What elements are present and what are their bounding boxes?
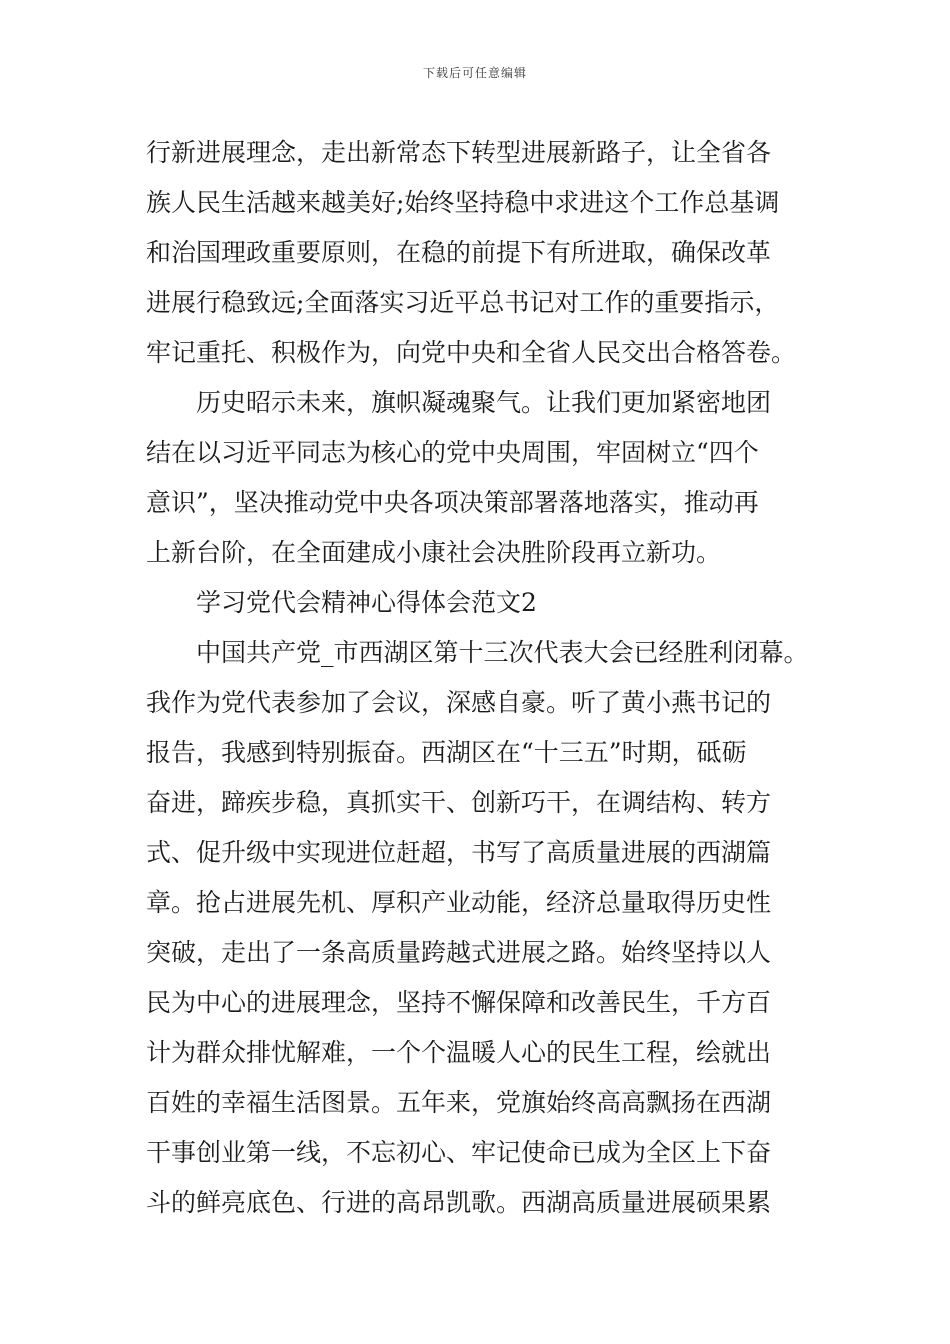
text-line: 突破，走出了一条高质量跨越式进展之路。始终坚持以人: [146, 938, 772, 967]
text-line: 上新台阶，在全面建成小康社会决胜阶段再立新功。: [146, 538, 722, 567]
text-line: 意识”，坚决推动党中央各项决策部署落地落实，推动再: [146, 488, 759, 517]
text-line: 斗的鲜亮底色、行进的高昂凯歌。西湖高质量进展硕果累: [146, 1188, 772, 1217]
text-line: 奋进，蹄疾步稳，真抓实干、创新巧干，在调结构、转方: [146, 788, 772, 817]
text-line: 历史昭示未来，旗帜凝魂聚气。让我们更加紧密地团: [196, 388, 772, 417]
text-line: 结在以习近平同志为核心的党中央周围，牢固树立“四个: [146, 438, 759, 467]
text-line: 计为群众排忧解难，一个个温暖人心的民生工程，绘就出: [146, 1038, 772, 1067]
text-line: 百姓的幸福生活图景。五年来，党旗始终高高飘扬在西湖: [146, 1088, 772, 1117]
text-line: 和治国理政重要原则，在稳的前提下有所进取，确保改革: [146, 238, 772, 267]
text-line: 章。抢占进展先机、厚积产业动能，经济总量取得历史性: [146, 888, 772, 917]
text-line: 报告，我感到特别振奋。西湖区在“十三五”时期，砥砺: [146, 738, 747, 767]
section-heading: 学习党代会精神心得体会范文2: [196, 588, 537, 617]
document-body: [146, 128, 846, 1228]
text-line: 式、促升级中实现进位赶超，书写了高质量进展的西湖篇: [146, 838, 772, 867]
text-line: 民为中心的进展理念，坚持不懈保障和改善民生，千方百: [146, 988, 772, 1017]
text-line: 我作为党代表参加了会议，深感自豪。听了黄小燕书记的: [146, 688, 772, 717]
text-line: 行新进展理念，走出新常态下转型进展新路子，让全省各: [146, 138, 772, 167]
page-header: 下载后可任意编辑: [422, 66, 527, 80]
text-line: 族人民生活越来越美好;始终坚持稳中求进这个工作总基调: [146, 188, 780, 217]
text-line: 牢记重托、积极作为，向党中央和全省人民交出合格答卷。: [146, 338, 797, 367]
text-line: 干事创业第一线，不忘初心、牢记使命已成为全区上下奋: [146, 1138, 772, 1167]
text-line: 进展行稳致远;全面落实习近平总书记对工作的重要指示，: [146, 288, 780, 317]
text-line: 中国共产党_市西湖区第十三次代表大会已经胜利闭幕。: [196, 638, 809, 667]
